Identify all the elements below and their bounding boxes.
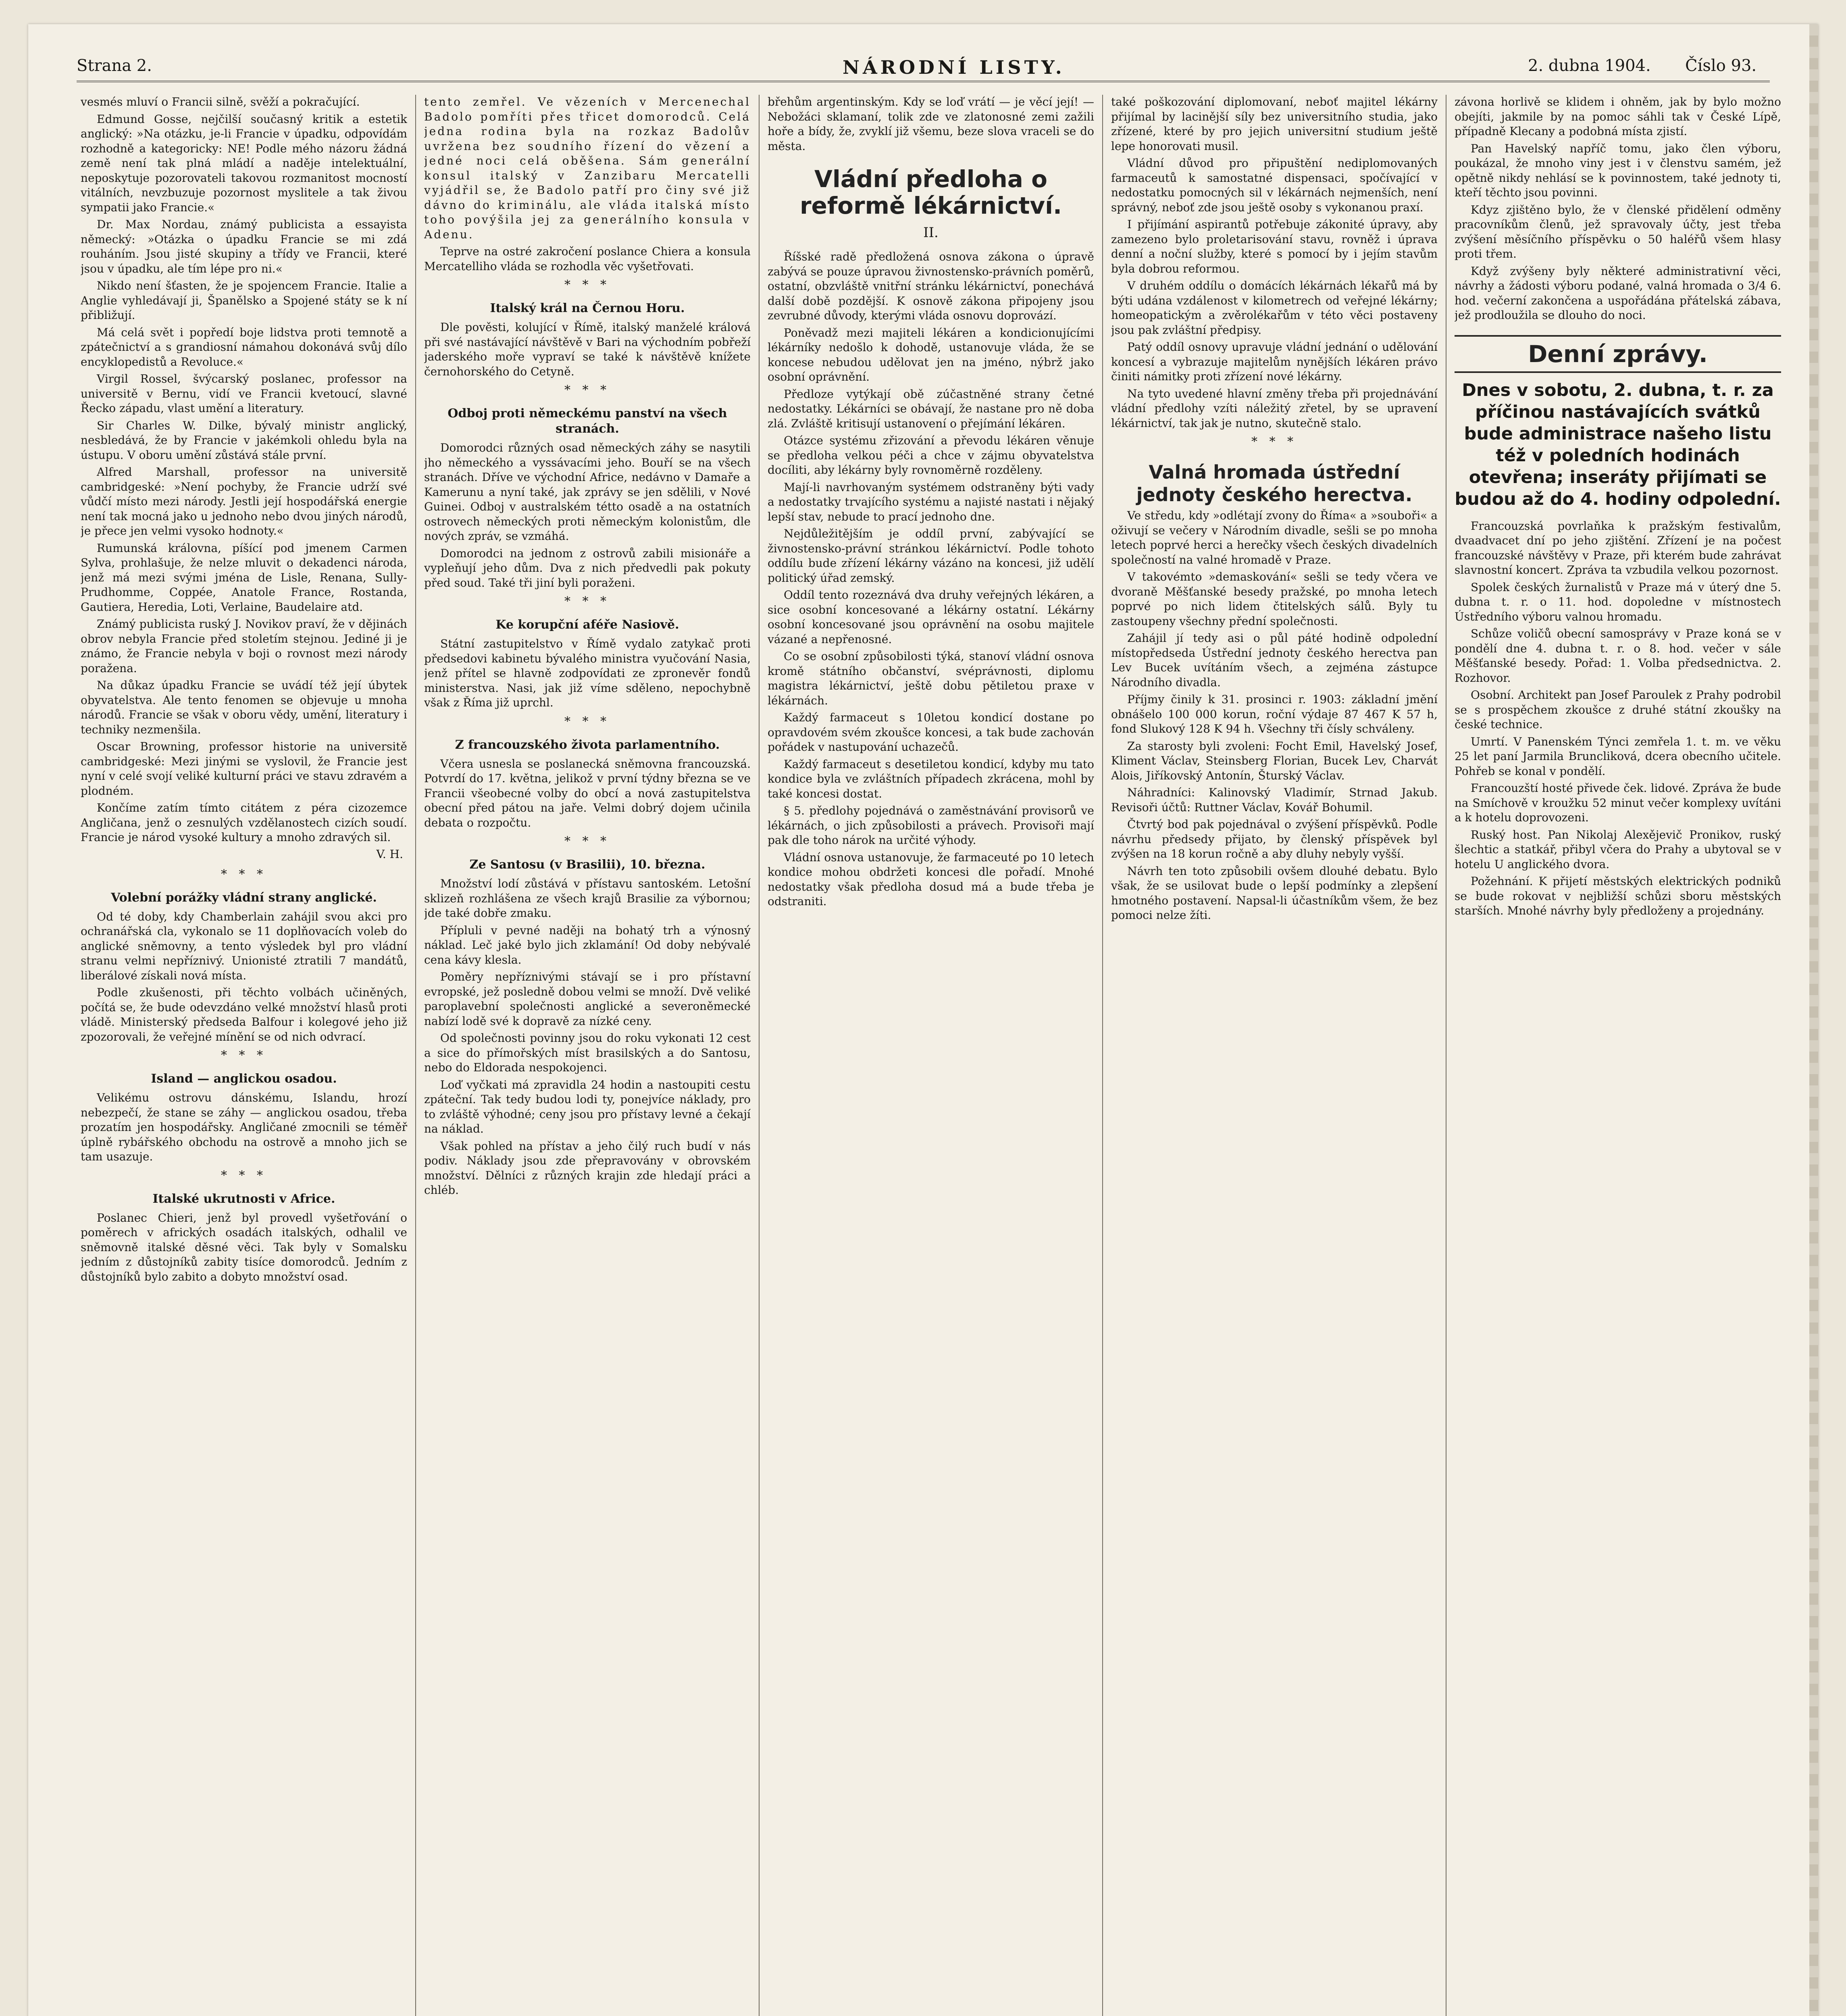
article-paragraph: Vládní důvod pro připuštění nediplomovaných farmaceutů k samostatné dispensaci, spočívající v nedostatku pomocných sil v lékárnách nejmenších, není správný, neboť zde jsou ještě osoby s vykonanou praxí. bbox=[1111, 156, 1438, 214]
article-paragraph: tento zemřel. Ve vězeních v Mercenechal Badolo pomříti přes třicet domorodců. Celá jedna rodina byla na rozkaz Badolův uvržena bez soudního řízení do vězení a jedné noci celá oběšena. Sám generální konsul italský v Zanzibaru Mercatelli vyjádřil se, že Badolo patří pro činy své již dávno do kriminálu, ale vláda italská místo toho povýšila jej za generálního konsula v Adenu. bbox=[424, 95, 751, 241]
news-item: Umrtí. V Panenském Týnci zemřela 1. t. m. ve věku 25 let paní Jarmila Bruncliková, dcera obecního učitele. Pohřeb se konal v pondělí. bbox=[1455, 735, 1781, 778]
section-separator: * * * bbox=[221, 867, 267, 881]
column-4 bbox=[1111, 95, 1438, 2016]
article-paragraph: Náhradníci: Kalinovský Vladimír, Strnad Jakub. Revisoři účtů: Ruttner Václav, Kovář Bohumil. bbox=[1111, 786, 1438, 814]
article-paragraph: Včera usnesla se poslanecká sněmovna francouzská. Potvrdí do 17. května, jelikož v první týdny března se ve Francii všeobecné volby do obcí a nová zastupitelstva obecní před pátou na jaře. Velmi dobrý dojem učinila debata o rozpočtu. bbox=[424, 757, 751, 829]
article-paragraph: I přijímání aspirantů potřebuje zákonité úpravy, aby zamezeno bylo proletarisování stavu, rovněž i úprava denní a noční služby, které s pomocí by i jejím stavům byla dobrou reformou. bbox=[1111, 218, 1438, 275]
section-separator: * * * bbox=[1251, 435, 1298, 449]
article-paragraph: Sir Charles W. Dilke, bývalý ministr anglický, nesbledává, že by Francie v jakémkoli ohledu byla na ústupu. V oboru umění zůstává stále první. bbox=[81, 419, 407, 462]
article-paragraph: Poněvadž mezi majiteli lékáren a kondicionujícími lékárníky nedošlo k dohodě, ustanovuje vláda, že se koncese nebudou udělovat jen na jméno, nýbrž jako osobní oprávnění. bbox=[768, 326, 1094, 383]
article-paragraph: Virgil Rossel, švýcarský poslanec, professor na universitě v Bernu, vidí ve Francii kvetoucí, slavné Řecko západu, vlast umění a literatury. bbox=[81, 372, 407, 415]
section-separator: * * * bbox=[564, 594, 611, 608]
news-item: Schůze voličů obecní samosprávy v Praze koná se v pondělí dne 4. dubna t. r. o 8. hod. večer v sále Měšťanské besedy. Pořad: 1. Volba předsednictva. 2. Rozhovor. bbox=[1455, 627, 1781, 685]
article-paragraph: Otázce systému zřizování a převodu lékáren věnuje se předloha velkou péči a chce v zájmu obyvatelstva docíliti, aby lékárny byly rovnoměrně rozděleny. bbox=[768, 434, 1094, 477]
article-heading: Z francouzského života parlamentního. bbox=[455, 737, 720, 752]
column-1 bbox=[81, 95, 407, 2016]
article-paragraph: Pan Havelský napříč tomu, jako člen výboru, poukázal, že mnoho viny jest i v členstvu samém, jež opětně nikdy nehlásí se k povinnostem, také jednoty ti, kteří těchto jsou povinni. bbox=[1455, 142, 1781, 199]
article-paragraph: Říšské radě předložená osnova zákona o úpravě zabývá se pouze úpravou živnostensko-právních poměrů, ostatní, obzvláště vnitřní stránku lékárnictví, ponechává další době pozdější. K osnově zákona připojeny jsou zevrubné důvody, kterými vláda osnovu doprovází. bbox=[768, 250, 1094, 322]
article-paragraph: Na důkaz úpadku Francie se uvádí též její úbytek obyvatelstva. Ale tento fenomen se objevuje u mnoha národů. Francie se však v oboru vědy, umění, literatury i techniky nezmenšila. bbox=[81, 679, 407, 736]
article-paragraph: Kdyz zjištěno bylo, že v členské přidělení odměny pracovníkům členů, jež spravovaly účty, jest třeba zvýšení měsíčního příspěvku o 50 haléřů všem hlasy proti třem. bbox=[1455, 203, 1781, 260]
newspaper-title: NÁRODNÍ LISTY. bbox=[843, 56, 1065, 78]
article-paragraph: Má celá svět i popředí boje lidstva proti temnotě a zpátečnictví a s grandiosní námahou dokonává svůj dílo encyklopedistů a Revoluce.« bbox=[81, 325, 407, 369]
article-paragraph: Nikdo není šťasten, že je spojencem Francie. Italie a Anglie vyhledávají ji, Španělsko a Spojené státy se k ní přibližují. bbox=[81, 279, 407, 322]
article-paragraph: Domorodci na jednom z ostrovů zabili misionáře a vypleňují jeho dům. Dva z nich předvedli pak pokuty před soud. Také tři jiní byli poraženi. bbox=[424, 546, 751, 589]
news-item: Francouzští hosté přivede ček. lidové. Zpráva že bude na Smíchově v kroužku 52 minut večer komplexy uvítáni a k hotelu doprovozeni. bbox=[1455, 781, 1781, 824]
article-paragraph: Domorodci různých osad německých záhy se nasytili jho německého a vyssávacími jeho. Bouří se na všech stranách. Dříve ve východní Africe, nedávno v Damaře a Kamerunu a nyní také, jak zprávy se jen sdělili, v Nové Guinei. Odboj v australském tétto osadě a na ostatních ostrovech německých proti německým kolonistům, dle nových zpráv, se vzmáhá. bbox=[424, 441, 751, 543]
article-paragraph: břehům argentinským. Kdy se loď vrátí — je věcí její! — Nebožáci sklamaní, tolik zde ve zlatonosné zemi zažili hoře a bídy, že, zvyklí již všemu, beze slova vraceli se do města. bbox=[768, 95, 1094, 153]
section-separator: * * * bbox=[564, 714, 611, 729]
news-item: Požehnání. K přijetí městských elektrických podniků se bude rokovat v nejbližší schůzi sboru městských starších. Mnohé návrhy byly předloženy a projednány. bbox=[1455, 875, 1781, 917]
article-paragraph: Rumunská královna, píšící pod jmenem Carmen Sylva, prohlašuje, že nelze mluvit o dekadenci národa, jenž má mezi svými jména de Lisle, Renana, Sully-Prudhomme, Coppée, Anatole France, Rostanda, Gautiera, Heredia, Loti, Verlaine, Baudelaire atd. bbox=[81, 541, 407, 614]
issue-number: Číslo 93. bbox=[1685, 56, 1757, 75]
article-paragraph: Patý oddíl osnovy upravuje vládní jednání o udělování koncesí a vybrazuje majitelům nynějších lékáren právo činiti námitky proti zřízení nové lékárny. bbox=[1111, 340, 1438, 383]
article-paragraph: závona horlivě se klidem i ohněm, jak by bylo možno obejíti, jakmile by na pomoc sáhli tak v České Lípě, případně Klecany a podobná místa zjistí. bbox=[1455, 95, 1781, 138]
column-2 bbox=[424, 95, 751, 2016]
article-paragraph: Za starosty byli zvoleni: Focht Emil, Havelský Josef, Kliment Václav, Steinsberg Florian, Bucek Lev, Charvát Alois, Jiříkovský Antonín, Šturský Václav. bbox=[1111, 739, 1438, 782]
article-part-number: II. bbox=[923, 225, 939, 241]
article-paragraph: Však pohled na přístav a jeho čilý ruch budí v nás podiv. Náklady jsou zde přepravovány v obrovském množství. Dělníci z různých krajin zde hledají práci a chléb. bbox=[424, 1139, 751, 1197]
page-number: Strana 2. bbox=[77, 56, 152, 75]
article-paragraph: Poslanec Chieri, jenž byl provedl vyšetřování o poměrech v afrických osadách italských, odhalil ve sněmovně italské děsné věci. Tak byly v Somalsku jedním z důstojníků zabity tisíce domorodců. Jedním z důstojníků bylo zabito a dobyto množství osad. bbox=[81, 1211, 407, 1283]
article-paragraph: Známý publicista ruský J. Novikov praví, že v dějinách obrov nebyla Francie před stoletím stejnou. Jediné ji je známo, že Francie nebyla v boji o rovnost mezi národy poražena. bbox=[81, 617, 407, 675]
article-paragraph: Množství lodí zůstává v přístavu santoském. Letošní sklizeň rozhlášena ze všech krajů Brasilie za výbornou; jde také dobře zmaku. bbox=[424, 877, 751, 920]
section-separator: * * * bbox=[564, 834, 611, 848]
column-rule bbox=[1102, 95, 1103, 2016]
article-paragraph: Poměry nepříznivými stávají se i pro přístavní evropské, jež posledně dobou velmi se množí. Dvě veliké paroplavební společnosti anglické a severoněmecké nabízí lodě své k dopravě za nízké ceny. bbox=[424, 970, 751, 1028]
article-heading: Italský král na Černou Horu. bbox=[490, 301, 685, 315]
section-separator: * * * bbox=[564, 383, 611, 397]
section-separator: * * * bbox=[221, 1168, 267, 1183]
article-heading: Italské ukrutnosti v Africe. bbox=[152, 1191, 335, 1206]
column-rule bbox=[759, 95, 760, 2016]
article-heading: Ze Santosu (v Brasilii), 10. března. bbox=[469, 858, 706, 872]
article-paragraph: V takovémto »demaskování« sešli se tedy včera ve dvoraně Měšťanské besedy pražské, po mnoha letech poprvé po nich lidem čtitelských sálů. Byly tu zastoupeny všechny přední společnosti. bbox=[1111, 570, 1438, 628]
article-paragraph: Od té doby, kdy Chamberlain zahájil svou akci pro ochranářská cla, vykonalo se 11 doplňovacích voleb do anglické sněmovny, a tento výsledek byl pro vládní stranu velmi nepříznivý. Unionisté ztratili 7 mandátů, liberálové získali nová místa. bbox=[81, 910, 407, 982]
column-5 bbox=[1455, 95, 1781, 2016]
article-paragraph: Teprve na ostré zakročení poslance Chiera a konsula Mercatelliho vláda se rozhodla věc vyšetřovati. bbox=[424, 245, 751, 273]
article-paragraph: Když zvýšeny byly některé administrativní věci, návrhy a žádosti výboru podané, valná hromada o 3/4 6. hod. večerní zakončena a uspořádána přátelská zábava, jež prodloužila se dlouho do noci. bbox=[1455, 264, 1781, 322]
section-separator: * * * bbox=[221, 1048, 267, 1062]
article-paragraph: Na tyto uvedené hlavní změny třeba při projednávání vládní předlohy vzíti náležitý zřetel, by se upravení lékárnictví, tak jak je nutno, skutečně stalo. bbox=[1111, 387, 1438, 430]
article-paragraph: Každý farmaceut s 10letou kondicí dostane po opravdovém svém zkoušce koncesi, a tak bude zachován pořádek v nastupování uchazečů. bbox=[768, 711, 1094, 754]
masthead bbox=[77, 52, 1770, 82]
article-paragraph: Dr. Max Nordau, známý publicista a essayista německý: »Otázka o úpadku Francie se mi zdá rouháním. Jsou jisté skupiny a třídy ve Francii, které jsou v úpadku, ale tím lépe pro ni.« bbox=[81, 218, 407, 275]
article-heading: Valná hromada ústřední jednoty českého herectva. bbox=[1136, 461, 1413, 506]
news-item: Spolek českých žurnalistů v Praze má v úterý dne 5. dubna t. r. o 11. hod. dopoledne v místnostech Ústředního výboru valnou hromadu. bbox=[1455, 580, 1781, 623]
article-heading: Vládní předloha o reformě lékárnictví. bbox=[799, 165, 1062, 219]
article-paragraph: Přípluli v pevné naději na bohatý trh a výnosný náklad. Leč jaké bylo jich zklamání! Od doby nebývalé cena kávy klesla. bbox=[424, 923, 751, 966]
article-paragraph: Státní zastupitelstvo v Římě vydalo zatykač proti předsedovi kabinetu bývalého ministra vyučování Nasia, jenž přítel se hlavně zodpovídati ze zpronevěr fondů ministerstva. Nasi, jak již víme sděleno, nepochybně však z Říma již uprchl. bbox=[424, 637, 751, 709]
section-title: Denní zprávy. bbox=[1528, 340, 1708, 368]
news-item: Ruský host. Pan Nikolaj Alexějevič Pronikov, ruský šlechtic a statkář, přibyl včera do Prahy a ubytoval se v hotelu U anglického dvora. bbox=[1455, 828, 1781, 871]
article-paragraph: Návrh ten toto způsobili ovšem dlouhé debatu. Bylo však, že se usilovat bude o lepší podmínky a zlepšení hmotného postavení. Napsal-li účastníkům všem, že bez pomoci nelze žíti. bbox=[1111, 864, 1438, 922]
article-signature: V. H. bbox=[376, 847, 403, 861]
article-heading: Volební porážky vládní strany anglické. bbox=[111, 890, 377, 905]
article-paragraph: Předloze vytýkají obě zúčastněné strany četné nedostatky. Lékárníci se obávají, že nastane pro ně doba zlá. Zvláště kritisují ustanovení o přejímání lékáren. bbox=[768, 387, 1094, 430]
article-paragraph: Oddíl tento rozeznává dva druhy veřejných lékáren, a sice osobní koncesované a lékárny ostatní. Lékárny osobní koncesované jsou oprávnění na osobu majitele vázané a nepřenosné. bbox=[768, 588, 1094, 646]
article-paragraph: Čtvrtý bod pak pojednával o zvýšení příspěvků. Podle návrhu předsedy přijato, by členský příspěvek byl zvýšen na 18 korun ročně a aby dluhy nebyly vyšší. bbox=[1111, 818, 1438, 860]
section-separator: * * * bbox=[564, 278, 611, 292]
article-paragraph: § 5. předlohy pojednává o zaměstnávání provisorů ve lékárnách, o jich způsobilosti a právech. Provisoři mají pak dle toho nárok na určité výhody. bbox=[768, 804, 1094, 847]
article-paragraph: Od společnosti povinny jsou do roku vykonati 12 cest a sice do přímořských míst brasilských a do Santosu, nebo do Eldorada nespokojenci. bbox=[424, 1031, 751, 1074]
article-paragraph: Vládní osnova ustanovuje, že farmaceuté po 10 letech kondice mohou obdržeti koncesi dle pořadí. Mnohé nedostatky však předloha dosud má a bude třeba je odstraniti. bbox=[768, 850, 1094, 908]
article-heading: Island — anglickou osadou. bbox=[151, 1072, 337, 1086]
column-rule bbox=[415, 95, 416, 2016]
daily-news-header bbox=[1455, 335, 1781, 373]
article-paragraph: V druhém oddílu o domácích lékárnách lékařů má by býti udána vzdálenost v kilometrech od veřejné lékárny; homeopatickým a zvěrolékařům v této věci postaveny jsou pak zvláštní předpisy. bbox=[1111, 279, 1438, 337]
article-paragraph: také poškozování diplomovaní, neboť majitel lékárny přijímal by lacinější síly bez universitního studia, jako zřízené, které by pro jejich universitní studium ještě lepe honorovati musil. bbox=[1111, 95, 1438, 153]
article-paragraph: Každý farmaceut s desetiletou kondicí, kdyby mu tato kondice byla ve zvláštních případech zkrácena, mohl by také koncesi dostat. bbox=[768, 757, 1094, 800]
administration-notice: Dnes v sobotu, 2. dubna, t. r. za příčinou nastávajících svátků bude administrace našeho listu též v poledních hodinách otevřena; inseráty přijímati se budou až do 4. hodiny odpolední. bbox=[1455, 380, 1781, 509]
article-paragraph: Dle pověsti, kolující v Římě, italský manželé králová při své nastávající návštěvě v Bari na východním pobřeží jaderského moře vypraví se také k návštěvě knížete černohorského do Cetyně. bbox=[424, 321, 751, 378]
article-paragraph: Nejdůležitějším je oddíl první, zabývající se živnostensko-právní stránkou lékárnictví. Podle tohoto oddílu bude zřízení lékárny vázáno na koncesi, již udělí politický úřad zemský. bbox=[768, 527, 1094, 585]
article-heading: Ke korupční aféře Nasiově. bbox=[495, 618, 679, 632]
column-3 bbox=[768, 95, 1094, 2016]
news-item: Francouzská povrlaňka k pražským festivalům, dvaadvacet dní po jeho zjištění. Zřízení je na počest francouzské návštěvy v Praze, při kterém bude zahrávat slavnostní koncert. Zpráva ta vzbudila velkou pozornost. bbox=[1455, 519, 1781, 577]
article-paragraph: Oscar Browning, professor historie na universitě cambridgeské: Mezi jinými se vyslovil, že Francie jest nyní v celé svojí veliké kulturní práci ve stavu zdravém a plodném. bbox=[81, 740, 407, 798]
article-paragraph: Loď vyčkati má zpravidla 24 hodin a nastoupiti cestu zpáteční. Tak tedy budou lodi ty, ponejvíce náklady, pro to zvláště výhodné; ceny jsou pro přístavy levné a čekají na náklad. bbox=[424, 1078, 751, 1135]
article-paragraph: Co se osobní způsobilosti týká, stanoví vládní osnova kromě státního občanství, svéprávnosti, diplomu magistra lékárnictví, ještě dobu pětiletou praxe v lékárnách. bbox=[768, 650, 1094, 707]
scanned-page-edge bbox=[1809, 24, 1818, 2016]
article-paragraph: Příjmy činily k 31. prosinci r. 1903: základní jmění obnášelo 100 000 korun, roční výdaje 87 467 K 57 h, fond Slukový 128 K 94 h. Všechny tři čísly schváleny. bbox=[1111, 693, 1438, 735]
newspaper-page bbox=[28, 24, 1818, 2016]
article-paragraph: Končíme zatím tímto citátem z péra cizozemce Angličana, jenž o zesnulých vzdělanostech cizích soudí. Francie je národ vysoké kultury a mnoho zdravých sil. bbox=[81, 801, 407, 844]
article-paragraph: Zahájil jí tedy asi o půl páté hodině odpolední místopředseda Ústřední jednoty českého herectva pan Lev Bucek uvítáním všech, a zejména zástupce Národního divadla. bbox=[1111, 631, 1438, 689]
article-paragraph: vesmés mluví o Francii silně, svěží a pokračující. bbox=[81, 95, 360, 108]
article-paragraph: Ve středu, kdy »odlétají zvony do Říma« a »souboři« a oživují se večery v Národním divadle, sešli se po mnoha letech poprvé herci a herečky všech českých divadelních společností na valné hromadě v Praze. bbox=[1111, 509, 1438, 566]
issue-date: 2. dubna 1904. bbox=[1528, 56, 1651, 75]
article-heading: Odboj proti německému panství na všech stranách. bbox=[447, 406, 727, 436]
article-paragraph: Podle zkušenosti, při těchto volbách učiněných, počítá se, že bude odevzdáno velké množství hlasů proti vládě. Ministerský předseda Balfour i kolegové jeho již zpozorovali, že veřejné mínění se od nich odvrací. bbox=[81, 986, 407, 1043]
article-paragraph: Alfred Marshall, professor na universitě cambridgeské: »Není pochyby, že Francie udrží své vůdčí místo mezi národy. Jestli její hospodářská energie není tak mocná jako u jednoho nebo dvou jiných národů, je přece jen velmi vysoko hodnoty.« bbox=[81, 465, 407, 537]
news-item: Osobní. Architekt pan Josef Paroulek z Prahy podrobil se s prospěchem zkoušce z druhé státní zkoušky na české technice. bbox=[1455, 688, 1781, 731]
article-paragraph: Edmund Gosse, nejčilší současný kritik a estetik anglický: »Na otázku, je-li Francie v úpadku, odpovídám rozhodně a kategoricky: NE! Podle mého názoru žádná země není tak plná mládí a naděje intelektuální, neposkytuje pozorovateli takovou rozmanitost mocností vitálních, nevzbuzuje pozornost myslitele a tak živou sympatii jako Francie.« bbox=[81, 112, 407, 214]
article-paragraph: Mají-li navrhovaným systémem odstraněny býti vady a nedostatky trvajícího systému a najisté nastati i nějaký lepší stav, nebude to prací jednoho dne. bbox=[768, 480, 1094, 523]
article-paragraph: Velikému ostrovu dánskému, Islandu, hrozí nebezpečí, že stane se záhy — anglickou osadou, třeba prozatím jen hospodářsky. Angličané zmocnili se téměř úplně rybářského obchodu na ostrově a mnoho jich se tam usazuje. bbox=[81, 1091, 407, 1163]
